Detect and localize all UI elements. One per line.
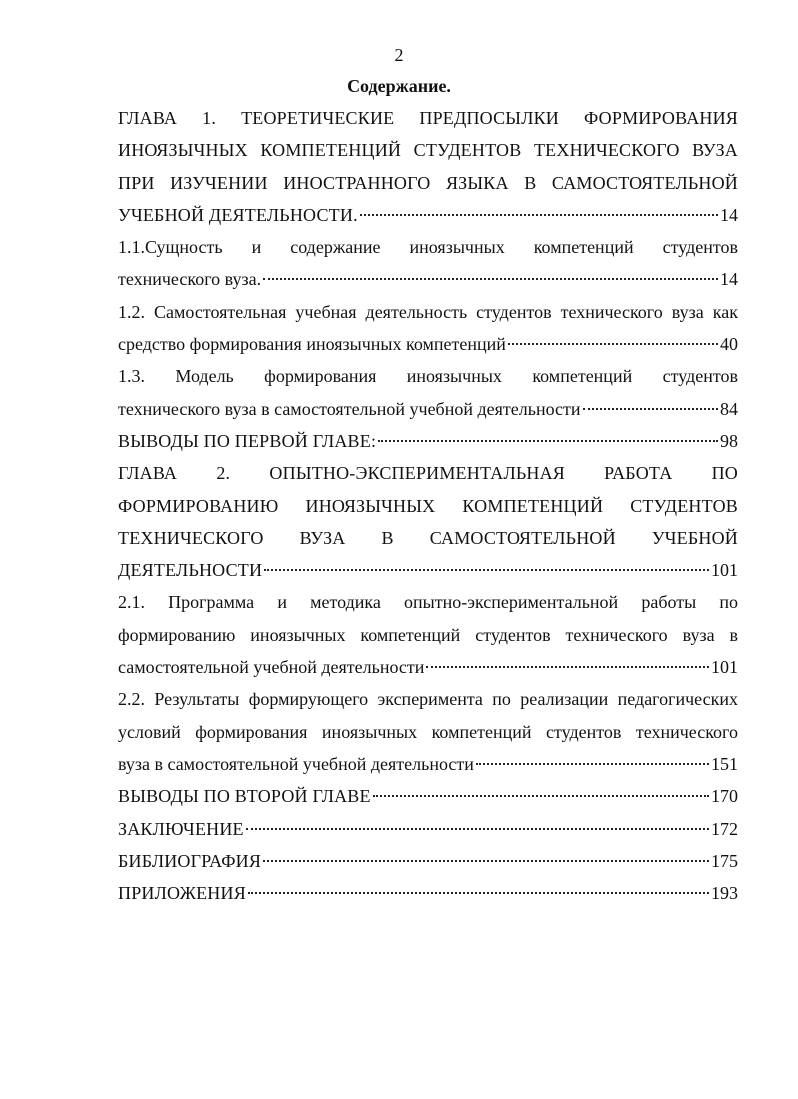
- toc-entry-appendices[interactable]: [118, 877, 738, 909]
- toc-page-number: 170: [711, 786, 738, 807]
- toc-entry-section-1-3[interactable]: [118, 360, 738, 425]
- toc-line: БИБЛИОГРАФИЯ: [118, 850, 262, 871]
- toc-line: 1.1.Сущность и содержание иноязычных компетенций студентов: [118, 237, 738, 258]
- toc-page-number: 98: [720, 430, 738, 451]
- toc-line: средство формирования иноязычных компетенций: [118, 334, 506, 355]
- dot-leader: [360, 214, 718, 216]
- dot-leader: [378, 440, 718, 442]
- toc-entry-section-1-2[interactable]: [118, 296, 738, 361]
- dot-leader: [373, 795, 709, 797]
- dot-leader: [508, 343, 718, 345]
- toc-page-number: 101: [711, 657, 738, 678]
- toc-line: ВЫВОДЫ ПО ПЕРВОЙ ГЛАВЕ:: [118, 430, 377, 451]
- toc-page-number: 175: [711, 850, 738, 871]
- toc-entry-conclusions-1[interactable]: [118, 425, 738, 457]
- toc-line: ФОРМИРОВАНИЮ ИНОЯЗЫЧНЫХ КОМПЕТЕНЦИЙ СТУДЕНТОВ: [118, 495, 738, 516]
- dot-leader: [263, 860, 709, 862]
- toc-page-number: 40: [720, 334, 738, 355]
- toc-line: ГЛАВА 1. ТЕОРЕТИЧЕСКИЕ ПРЕДПОСЫЛКИ ФОРМИРОВАНИЯ: [118, 108, 738, 128]
- toc-entry-chapter-1[interactable]: [118, 102, 738, 231]
- toc-line: УЧЕБНОЙ ДЕЯТЕЛЬНОСТИ.: [118, 204, 358, 225]
- toc-line: самостоятельной учебной деятельности: [118, 657, 425, 678]
- dot-leader: [426, 666, 709, 668]
- toc-line: 2.2. Результаты формирующего эксперимента по реализации педагогических: [118, 689, 738, 710]
- dot-leader: [263, 278, 718, 280]
- toc-entry-bibliography[interactable]: [118, 845, 738, 877]
- toc-line: ТЕХНИЧЕСКОГО ВУЗА В САМОСТОЯТЕЛЬНОЙ УЧЕБНОЙ: [118, 527, 738, 548]
- toc-line: вуза в самостоятельной учебной деятельности: [118, 753, 474, 774]
- toc-page-number: 84: [720, 398, 738, 419]
- toc-line: 2.1. Программа и методика опытно-экспериментальной работы по: [118, 592, 738, 613]
- toc-line: ДЕЯТЕЛЬНОСТИ: [118, 560, 263, 581]
- toc-line: ЗАКЛЮЧЕНИЕ: [118, 818, 244, 839]
- toc-line: ГЛАВА 2. ОПЫТНО-ЭКСПЕРИМЕНТАЛЬНАЯ РАБОТА ПО: [118, 463, 738, 484]
- toc-entry-section-2-1[interactable]: [118, 586, 738, 683]
- toc-page-number: 172: [711, 818, 738, 839]
- toc-page-number: 14: [720, 204, 738, 225]
- toc-line: условий формирования иноязычных компетенций студентов технического: [118, 721, 738, 742]
- toc-entry-section-1-1[interactable]: [118, 231, 738, 296]
- toc-entry-chapter-2[interactable]: [118, 457, 738, 586]
- toc-line: 1.2. Самостоятельная учебная деятельность студентов технического вуза как: [118, 301, 738, 322]
- toc-line: ИНОЯЗЫЧНЫХ КОМПЕТЕНЦИЙ СТУДЕНТОВ ТЕХНИЧЕСКОГО ВУЗА: [118, 140, 738, 161]
- toc-line: технического вуза.: [118, 269, 262, 290]
- toc-page-number: 193: [711, 883, 738, 904]
- toc-line: ПРИЛОЖЕНИЯ: [118, 883, 246, 904]
- toc-heading: Содержание.: [347, 76, 451, 96]
- dot-leader: [248, 892, 709, 894]
- dot-leader: [246, 828, 709, 830]
- toc-line: технического вуза в самостоятельной учебной деятельности: [118, 398, 581, 419]
- toc-page-number: 151: [711, 753, 738, 774]
- page-number: 2: [394, 45, 404, 65]
- toc-line: ВЫВОДЫ ПО ВТОРОЙ ГЛАВЕ: [118, 786, 371, 807]
- dot-leader: [476, 763, 709, 765]
- dot-leader: [264, 569, 709, 571]
- toc-entry-conclusion[interactable]: [118, 813, 738, 845]
- dot-leader: [583, 408, 718, 410]
- toc-entry-section-2-2[interactable]: [118, 683, 738, 780]
- toc-entry-conclusions-2[interactable]: [118, 780, 738, 812]
- toc-line: ПРИ ИЗУЧЕНИИ ИНОСТРАННОГО ЯЗЫКА В САМОСТОЯТЕЛЬНОЙ: [118, 172, 738, 193]
- toc-page-number: 14: [720, 269, 738, 290]
- toc-line: формированию иноязычных компетенций студентов технического вуза в: [118, 624, 738, 645]
- toc-page-number: 101: [711, 560, 738, 581]
- table-of-contents: [118, 102, 738, 909]
- toc-line: 1.3. Модель формирования иноязычных компетенций студентов: [118, 366, 738, 387]
